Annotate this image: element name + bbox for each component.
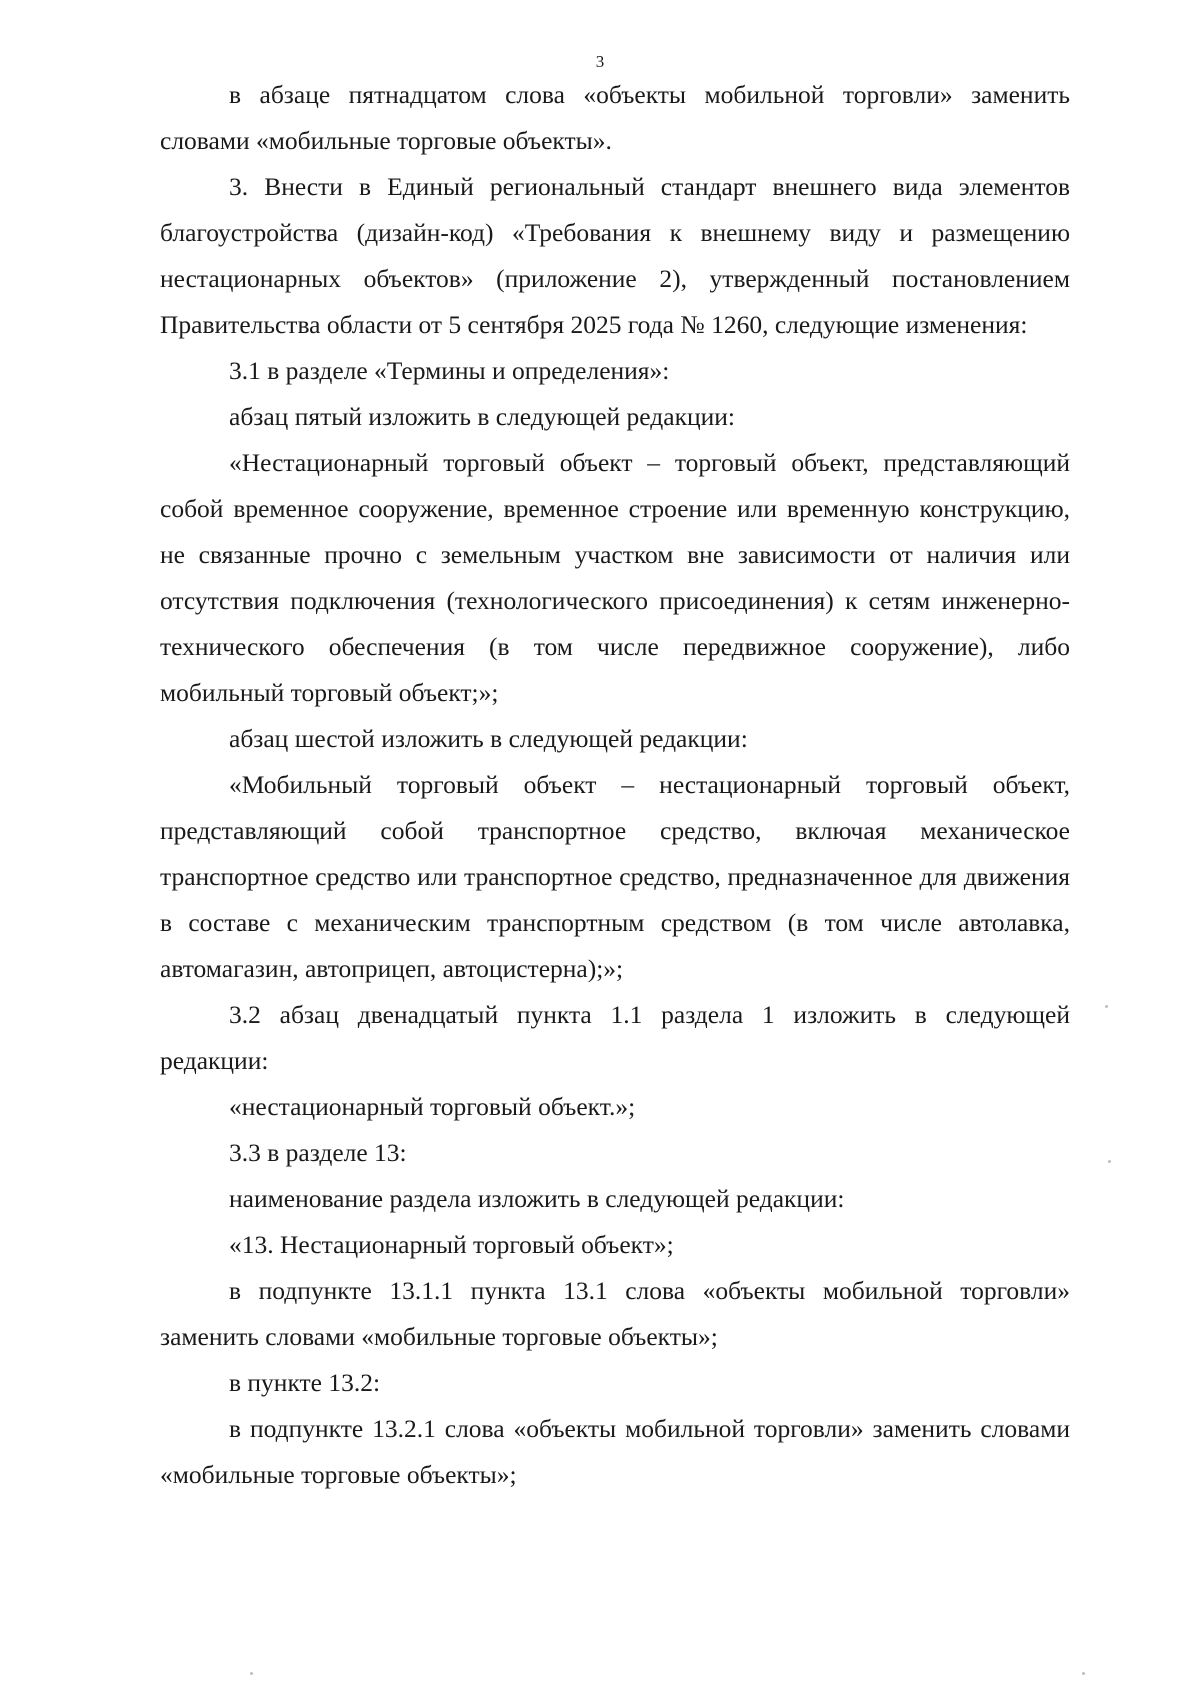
scan-speck xyxy=(1108,1160,1111,1163)
paragraph: в пункте 13.2: xyxy=(229,1368,381,1397)
paragraph: абзац шестой изложить в следующей редакции: xyxy=(229,724,748,753)
scan-speck xyxy=(1082,1672,1085,1675)
paragraph: «Мобильный торговый объект – нестационарный торговый объект, представляющий собой транспортное средство, включая механическое транспортное средство или транспортное средство, предназначенное для движения в составе с механическим транспортным средством (в том числе автолавка, автомагазин, автоприцеп, автоцистерна);»; xyxy=(160,770,1070,983)
paragraph: 3.1 в разделе «Термины и определения»: xyxy=(229,356,670,385)
paragraph: 3. Внести в Единый региональный стандарт внешнего вида элементов благоустройства (дизайн-код) «Требования к внешнему виду и размещению нестационарных объектов» (приложение 2), утвержденный постановлением Правительства области от 5 сентября 2025 года № 1260, следующие изменения: xyxy=(160,172,1070,339)
paragraph: 3.2 абзац двенадцатый пункта 1.1 раздела 1 изложить в следующей редакции: xyxy=(160,1000,1070,1075)
paragraph: наименование раздела изложить в следующей редакции: xyxy=(229,1184,845,1213)
paragraph: абзац пятый изложить в следующей редакции: xyxy=(229,402,735,431)
paragraph: в подпункте 13.2.1 слова «объекты мобильной торговли» заменить словами «мобильные торговые объекты»; xyxy=(160,1414,1070,1489)
scan-speck xyxy=(1105,1005,1108,1008)
paragraph: 3.3 в разделе 13: xyxy=(229,1138,407,1167)
paragraph: «13. Нестационарный торговый объект»; xyxy=(229,1230,674,1259)
paragraph: «Нестационарный торговый объект – торговый объект, представляющий собой временное сооружение, временное строение или временную конструкцию, не связанные прочно с земельным участком вне зависимости от наличия или отсутствия подключения (технологического присоединения) к сетям инженерно-технического обеспечения (в том числе передвижное сооружение), либо мобильный торговый объект;»; xyxy=(160,448,1070,707)
document-body xyxy=(160,72,1070,1498)
scan-speck xyxy=(250,1672,253,1675)
paragraph: в подпункте 13.1.1 пункта 13.1 слова «объекты мобильной торговли» заменить словами «мобильные торговые объекты»; xyxy=(160,1276,1070,1351)
paragraph: в абзаце пятнадцатом слова «объекты мобильной торговли» заменить словами «мобильные торговые объекты». xyxy=(160,80,1070,155)
page-number: 3 xyxy=(595,52,605,71)
paragraph: «нестационарный торговый объект.»; xyxy=(229,1092,636,1121)
